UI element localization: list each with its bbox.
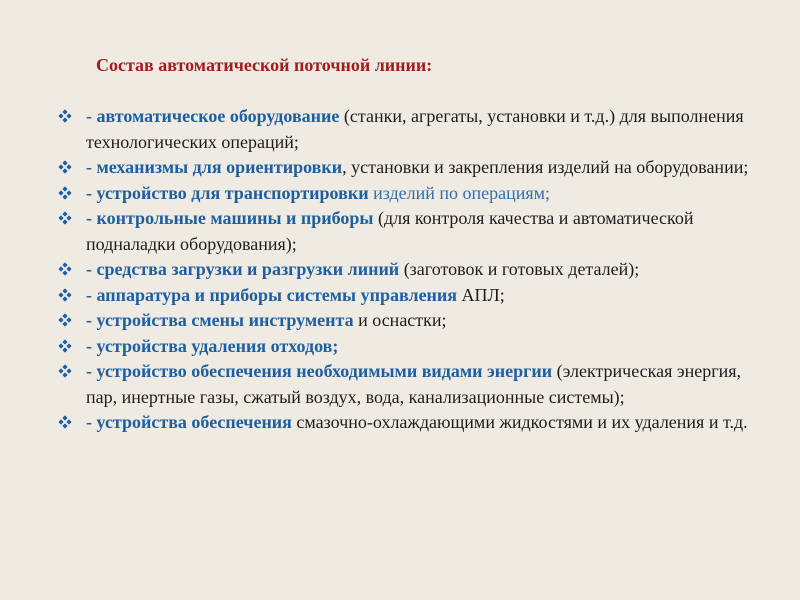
diamond-bullet-icon xyxy=(58,364,72,378)
item-text: АПЛ; xyxy=(457,284,505,305)
list-item xyxy=(58,181,758,207)
item-text: изделий по операциям; xyxy=(368,182,551,203)
bullet-list xyxy=(58,104,758,436)
item-text: смазочно-охлаждающими жидкостями и их удаления и т.д. xyxy=(291,412,748,432)
slide-title: Состав автоматической поточной линии: xyxy=(96,55,433,75)
list-item xyxy=(58,410,758,436)
list-item xyxy=(58,257,758,283)
list-item xyxy=(58,334,758,360)
item-term: - механизмы для ориентировки xyxy=(86,157,343,177)
item-text: , установки и закрепления изделий на оборудовании; xyxy=(342,157,749,177)
item-text: (электрическая энергия, пар, инертные газы, сжатый воздух, вода, канализационные системы); xyxy=(86,361,742,407)
item-term: - автоматическое оборудование xyxy=(86,106,340,126)
diamond-bullet-icon xyxy=(58,313,72,327)
item-term: - аппаратура и приборы системы управления xyxy=(86,284,458,305)
item-term: - контрольные машины и приборы xyxy=(86,208,374,228)
item-text: (станки, агрегаты, установки и т.д.) для выполнения технологических операций; xyxy=(86,106,744,152)
list-item xyxy=(58,308,758,334)
list-item xyxy=(58,283,758,309)
item-text: (для контроля качества и автоматической подналадки оборудования); xyxy=(86,208,694,254)
diamond-bullet-icon xyxy=(58,415,72,429)
list-item xyxy=(58,155,758,181)
list-item xyxy=(58,206,758,257)
item-text: (заготовок и готовых деталей); xyxy=(399,259,640,279)
diamond-bullet-icon xyxy=(58,109,72,123)
diamond-bullet-icon xyxy=(58,262,72,276)
diamond-bullet-icon xyxy=(58,186,72,200)
diamond-bullet-icon xyxy=(58,160,72,174)
diamond-bullet-icon xyxy=(58,288,72,302)
item-term: - устройство для транспортировки xyxy=(86,182,369,203)
item-term: - средства загрузки и разгрузки линий xyxy=(86,259,400,279)
item-term: - устройства удаления отходов; xyxy=(86,335,339,356)
item-term: - устройства смены инструмента xyxy=(86,310,354,330)
list-item xyxy=(58,104,758,155)
diamond-bullet-icon xyxy=(58,339,72,353)
item-term: - устройство обеспечения необходимыми видами энергии xyxy=(86,361,553,381)
list-item xyxy=(58,359,758,410)
item-text: и оснастки; xyxy=(353,310,447,330)
diamond-bullet-icon xyxy=(58,211,72,225)
item-term: - устройства обеспечения xyxy=(86,412,292,432)
